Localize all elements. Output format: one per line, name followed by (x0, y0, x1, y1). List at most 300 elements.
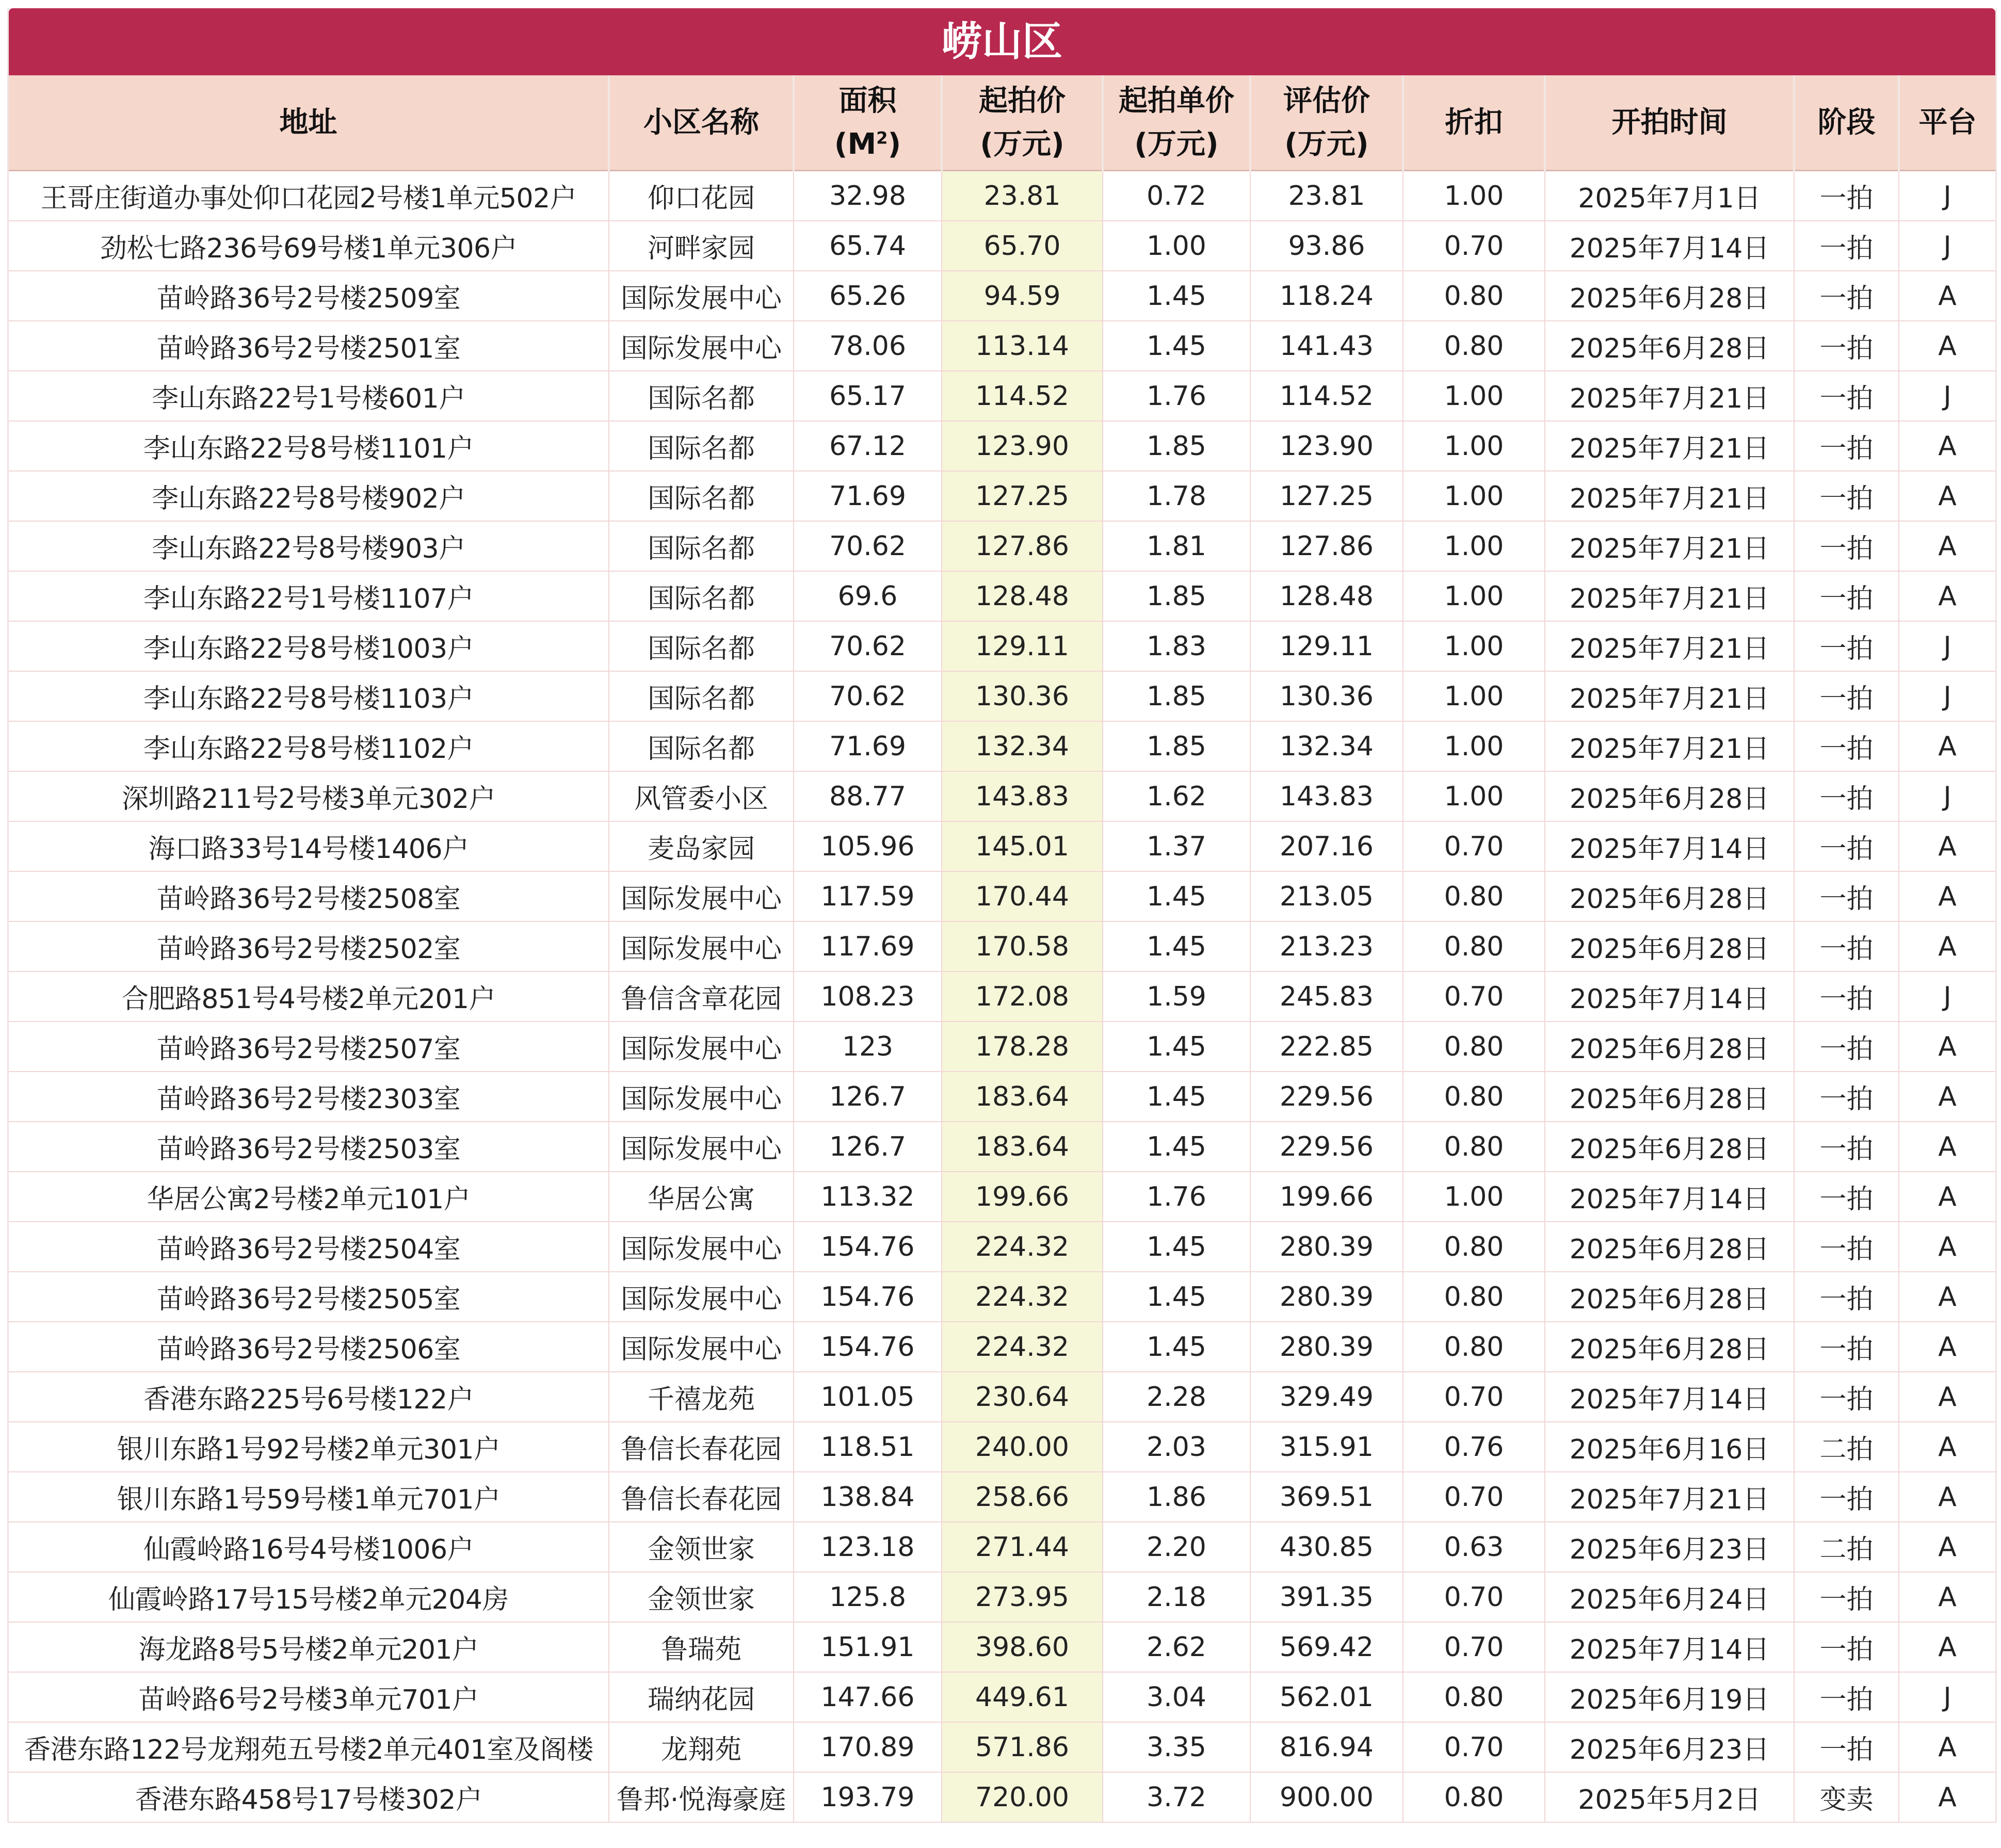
auction-time-cell: 2025年7月21日 (1545, 721, 1794, 771)
discount-cell: 1.00 (1403, 771, 1545, 821)
col-header-stage: 阶段 (1794, 75, 1899, 171)
address-cell: 苗岭路36号2号楼2501室 (9, 321, 609, 371)
address-cell: 仙霞岭路16号4号楼1006户 (9, 1522, 609, 1572)
start-price-cell: 224.32 (942, 1222, 1103, 1272)
stage-cell: 一拍 (1794, 821, 1899, 871)
community-cell: 麦岛家园 (609, 821, 794, 871)
community-cell: 国际发展中心 (609, 321, 794, 371)
discount-cell: 0.76 (1403, 1422, 1545, 1472)
start-price-cell: 571.86 (942, 1722, 1103, 1772)
community-cell: 龙翔苑 (609, 1722, 794, 1772)
community-cell: 仰口花园 (609, 171, 794, 221)
area-cell: 108.23 (794, 971, 942, 1022)
stage-cell: 一拍 (1794, 621, 1899, 671)
area-cell: 123.18 (794, 1522, 942, 1572)
start-price-cell: 143.83 (942, 771, 1103, 821)
stage-cell: 一拍 (1794, 871, 1899, 921)
area-cell: 71.69 (794, 471, 942, 521)
address-cell: 李山东路22号8号楼1103户 (9, 671, 609, 721)
area-cell: 78.06 (794, 321, 942, 371)
discount-cell: 0.70 (1403, 1372, 1545, 1422)
unit-price-cell: 0.72 (1103, 171, 1250, 221)
auction-time-cell: 2025年7月14日 (1545, 1372, 1794, 1422)
discount-cell: 0.70 (1403, 971, 1545, 1022)
discount-cell: 0.80 (1403, 1772, 1545, 1822)
platform-cell: A (1899, 1472, 1995, 1522)
auction-time-cell: 2025年6月16日 (1545, 1422, 1794, 1472)
stage-cell: 一拍 (1794, 921, 1899, 971)
stage-cell: 一拍 (1794, 1372, 1899, 1422)
discount-cell: 1.00 (1403, 1172, 1545, 1222)
stage-cell: 一拍 (1794, 321, 1899, 371)
platform-cell: A (1899, 1572, 1995, 1622)
area-cell: 125.8 (794, 1572, 942, 1622)
address-cell: 苗岭路36号2号楼2509室 (9, 271, 609, 321)
discount-cell: 0.70 (1403, 1722, 1545, 1772)
address-cell: 银川东路1号59号楼1单元701户 (9, 1472, 609, 1522)
table-row (9, 1522, 1995, 1572)
auction-time-cell: 2025年7月14日 (1545, 221, 1794, 271)
stage-cell: 二拍 (1794, 1422, 1899, 1472)
community-cell: 千禧龙苑 (609, 1372, 794, 1422)
auction-time-cell: 2025年6月28日 (1545, 271, 1794, 321)
start-price-cell: 128.48 (942, 571, 1103, 621)
stage-cell: 一拍 (1794, 171, 1899, 221)
start-price-cell: 130.36 (942, 671, 1103, 721)
start-price-cell: 230.64 (942, 1372, 1103, 1422)
eval-price-cell: 132.34 (1250, 721, 1403, 771)
table-row (9, 1422, 1995, 1472)
eval-price-cell: 369.51 (1250, 1472, 1403, 1522)
start-price-cell: 113.14 (942, 321, 1103, 371)
table-row (9, 1622, 1995, 1672)
area-cell: 117.59 (794, 871, 942, 921)
address-cell: 海龙路8号5号楼2单元201户 (9, 1622, 609, 1672)
area-cell: 126.7 (794, 1072, 942, 1122)
community-cell: 国际发展中心 (609, 1222, 794, 1272)
community-cell: 鲁信长春花园 (609, 1472, 794, 1522)
eval-price-cell: 569.42 (1250, 1622, 1403, 1672)
start-price-cell: 23.81 (942, 171, 1103, 221)
eval-price-cell: 280.39 (1250, 1222, 1403, 1272)
stage-cell: 一拍 (1794, 471, 1899, 521)
auction-time-cell: 2025年6月28日 (1545, 1272, 1794, 1322)
stage-cell: 一拍 (1794, 271, 1899, 321)
community-cell: 国际发展中心 (609, 1272, 794, 1322)
eval-price-cell: 229.56 (1250, 1072, 1403, 1122)
table-row (9, 1772, 1995, 1822)
community-cell: 国际发展中心 (609, 921, 794, 971)
platform-cell: A (1899, 1322, 1995, 1372)
auction-time-cell: 2025年7月14日 (1545, 971, 1794, 1022)
stage-cell: 一拍 (1794, 1572, 1899, 1622)
unit-price-cell: 3.72 (1103, 1772, 1250, 1822)
start-price-cell: 240.00 (942, 1422, 1103, 1472)
area-cell: 88.77 (794, 771, 942, 821)
address-cell: 仙霞岭路17号15号楼2单元204房 (9, 1572, 609, 1622)
platform-cell: A (1899, 471, 1995, 521)
platform-cell: A (1899, 1172, 1995, 1222)
address-cell: 银川东路1号92号楼2单元301户 (9, 1422, 609, 1472)
area-cell: 65.17 (794, 371, 942, 421)
start-price-cell: 398.60 (942, 1622, 1103, 1672)
table-row (9, 821, 1995, 871)
eval-price-cell: 315.91 (1250, 1422, 1403, 1472)
auction-time-cell: 2025年5月2日 (1545, 1772, 1794, 1822)
unit-price-cell: 1.37 (1103, 821, 1250, 871)
start-price-cell: 258.66 (942, 1472, 1103, 1522)
auction-time-cell: 2025年7月21日 (1545, 471, 1794, 521)
platform-cell: A (1899, 1272, 1995, 1322)
unit-price-cell: 1.76 (1103, 371, 1250, 421)
discount-cell: 0.80 (1403, 271, 1545, 321)
community-cell: 国际发展中心 (609, 1072, 794, 1122)
table-row (9, 371, 1995, 421)
table-row (9, 1472, 1995, 1522)
start-price-cell: 170.58 (942, 921, 1103, 971)
district-title: 崂山区 (9, 8, 1995, 75)
platform-cell: A (1899, 1422, 1995, 1472)
stage-cell: 一拍 (1794, 771, 1899, 821)
stage-cell: 一拍 (1794, 1322, 1899, 1372)
header-row (9, 75, 1995, 171)
table-row (9, 321, 1995, 371)
platform-cell: J (1899, 1672, 1995, 1722)
unit-price-cell: 1.45 (1103, 271, 1250, 321)
address-cell: 王哥庄街道办事处仰口花园2号楼1单元502户 (9, 171, 609, 221)
auction-time-cell: 2025年6月28日 (1545, 321, 1794, 371)
discount-cell: 1.00 (1403, 171, 1545, 221)
eval-price-cell: 207.16 (1250, 821, 1403, 871)
auction-time-cell: 2025年7月14日 (1545, 821, 1794, 871)
unit-price-cell: 1.83 (1103, 621, 1250, 671)
area-cell: 170.89 (794, 1722, 942, 1772)
platform-cell: J (1899, 671, 1995, 721)
auction-time-cell: 2025年7月21日 (1545, 671, 1794, 721)
eval-price-cell: 280.39 (1250, 1272, 1403, 1322)
platform-cell: A (1899, 871, 1995, 921)
auction-time-cell: 2025年6月19日 (1545, 1672, 1794, 1722)
address-cell: 海口路33号14号楼1406户 (9, 821, 609, 871)
platform-cell: J (1899, 221, 1995, 271)
unit-price-cell: 1.62 (1103, 771, 1250, 821)
table-body (9, 171, 1995, 1823)
community-cell: 国际名都 (609, 671, 794, 721)
community-cell: 金领世家 (609, 1522, 794, 1572)
unit-price-cell: 1.45 (1103, 871, 1250, 921)
stage-cell: 变卖 (1794, 1772, 1899, 1822)
auction-time-cell: 2025年6月23日 (1545, 1522, 1794, 1572)
platform-cell: A (1899, 921, 1995, 971)
table-row (9, 1122, 1995, 1172)
unit-price-cell: 1.85 (1103, 721, 1250, 771)
col-header-eval-price: 评估价 (万元) (1250, 75, 1403, 171)
platform-cell: A (1899, 1222, 1995, 1272)
community-cell: 国际名都 (609, 721, 794, 771)
address-cell: 华居公寓2号楼2单元101户 (9, 1172, 609, 1222)
start-price-cell: 127.25 (942, 471, 1103, 521)
area-cell: 154.76 (794, 1272, 942, 1322)
community-cell: 鲁瑞苑 (609, 1622, 794, 1672)
stage-cell: 一拍 (1794, 1472, 1899, 1522)
col-header-time: 开拍时间 (1545, 75, 1794, 171)
platform-cell: A (1899, 571, 1995, 621)
auction-time-cell: 2025年7月14日 (1545, 1622, 1794, 1672)
unit-price-cell: 1.45 (1103, 1272, 1250, 1322)
start-price-cell: 224.32 (942, 1272, 1103, 1322)
eval-price-cell: 123.90 (1250, 421, 1403, 471)
area-cell: 123 (794, 1022, 942, 1072)
discount-cell: 1.00 (1403, 671, 1545, 721)
unit-price-cell: 1.45 (1103, 921, 1250, 971)
address-cell: 苗岭路36号2号楼2506室 (9, 1322, 609, 1372)
table-row (9, 621, 1995, 671)
discount-cell: 1.00 (1403, 521, 1545, 571)
table-row (9, 221, 1995, 271)
eval-price-cell: 141.43 (1250, 321, 1403, 371)
unit-price-cell: 1.85 (1103, 421, 1250, 471)
discount-cell: 0.80 (1403, 871, 1545, 921)
community-cell: 鲁信含章花园 (609, 971, 794, 1022)
address-cell: 李山东路22号8号楼902户 (9, 471, 609, 521)
unit-price-cell: 1.59 (1103, 971, 1250, 1022)
eval-price-cell: 229.56 (1250, 1122, 1403, 1172)
unit-price-cell: 2.18 (1103, 1572, 1250, 1622)
discount-cell: 0.70 (1403, 1472, 1545, 1522)
auction-time-cell: 2025年6月28日 (1545, 1222, 1794, 1272)
address-cell: 深圳路211号2号楼3单元302户 (9, 771, 609, 821)
stage-cell: 一拍 (1794, 1172, 1899, 1222)
platform-cell: A (1899, 1072, 1995, 1122)
platform-cell: J (1899, 771, 1995, 821)
eval-price-cell: 391.35 (1250, 1572, 1403, 1622)
area-cell: 193.79 (794, 1772, 942, 1822)
discount-cell: 0.80 (1403, 921, 1545, 971)
eval-price-cell: 118.24 (1250, 271, 1403, 321)
discount-cell: 1.00 (1403, 371, 1545, 421)
platform-cell: A (1899, 1522, 1995, 1572)
community-cell: 国际名都 (609, 371, 794, 421)
platform-cell: A (1899, 721, 1995, 771)
address-cell: 劲松七路236号69号楼1单元306户 (9, 221, 609, 271)
address-cell: 苗岭路36号2号楼2503室 (9, 1122, 609, 1172)
community-cell: 国际发展中心 (609, 271, 794, 321)
area-cell: 70.62 (794, 621, 942, 671)
platform-cell: A (1899, 821, 1995, 871)
platform-cell: A (1899, 1122, 1995, 1172)
stage-cell: 一拍 (1794, 1622, 1899, 1672)
table-row (9, 271, 1995, 321)
community-cell: 国际名都 (609, 521, 794, 571)
table-row (9, 721, 1995, 771)
table-row (9, 1572, 1995, 1622)
discount-cell: 1.00 (1403, 421, 1545, 471)
area-cell: 151.91 (794, 1622, 942, 1672)
area-cell: 101.05 (794, 1372, 942, 1422)
stage-cell: 一拍 (1794, 1072, 1899, 1122)
area-cell: 118.51 (794, 1422, 942, 1472)
stage-cell: 二拍 (1794, 1522, 1899, 1572)
unit-price-cell: 1.45 (1103, 1222, 1250, 1272)
area-cell: 147.66 (794, 1672, 942, 1722)
eval-price-cell: 143.83 (1250, 771, 1403, 821)
table-row (9, 1022, 1995, 1072)
start-price-cell: 132.34 (942, 721, 1103, 771)
area-cell: 70.62 (794, 521, 942, 571)
stage-cell: 一拍 (1794, 721, 1899, 771)
platform-cell: A (1899, 1622, 1995, 1672)
community-cell: 华居公寓 (609, 1172, 794, 1222)
auction-time-cell: 2025年6月24日 (1545, 1572, 1794, 1622)
unit-price-cell: 1.45 (1103, 1122, 1250, 1172)
area-cell: 138.84 (794, 1472, 942, 1522)
auction-time-cell: 2025年7月21日 (1545, 1472, 1794, 1522)
eval-price-cell: 900.00 (1250, 1772, 1403, 1822)
address-cell: 李山东路22号8号楼903户 (9, 521, 609, 571)
area-cell: 154.76 (794, 1322, 942, 1372)
discount-cell: 0.80 (1403, 1672, 1545, 1722)
address-cell: 香港东路458号17号楼302户 (9, 1772, 609, 1822)
platform-cell: A (1899, 321, 1995, 371)
stage-cell: 一拍 (1794, 1722, 1899, 1772)
area-cell: 67.12 (794, 421, 942, 471)
address-cell: 苗岭路36号2号楼2505室 (9, 1272, 609, 1322)
start-price-cell: 127.86 (942, 521, 1103, 571)
area-cell: 154.76 (794, 1222, 942, 1272)
eval-price-cell: 329.49 (1250, 1372, 1403, 1422)
address-cell: 香港东路122号龙翔苑五号楼2单元401室及阁楼 (9, 1722, 609, 1772)
col-header-discount: 折扣 (1403, 75, 1545, 171)
community-cell: 金领世家 (609, 1572, 794, 1622)
eval-price-cell: 280.39 (1250, 1322, 1403, 1372)
eval-price-cell: 127.25 (1250, 471, 1403, 521)
unit-price-cell: 1.85 (1103, 571, 1250, 621)
platform-cell: A (1899, 1722, 1995, 1772)
auction-time-cell: 2025年6月28日 (1545, 1322, 1794, 1372)
col-header-unit-price: 起拍单价 (万元) (1103, 75, 1250, 171)
address-cell: 香港东路225号6号楼122户 (9, 1372, 609, 1422)
unit-price-cell: 2.03 (1103, 1422, 1250, 1472)
table-row (9, 171, 1995, 221)
auction-time-cell: 2025年6月28日 (1545, 771, 1794, 821)
auction-time-cell: 2025年7月21日 (1545, 421, 1794, 471)
eval-price-cell: 213.05 (1250, 871, 1403, 921)
table-row (9, 1222, 1995, 1272)
table-row (9, 921, 1995, 971)
auction-time-cell: 2025年6月28日 (1545, 1122, 1794, 1172)
start-price-cell: 224.32 (942, 1322, 1103, 1372)
unit-price-cell: 1.81 (1103, 521, 1250, 571)
area-cell: 32.98 (794, 171, 942, 221)
table-row (9, 1722, 1995, 1772)
unit-price-cell: 3.04 (1103, 1672, 1250, 1722)
auction-sheet (7, 8, 1997, 1823)
community-cell: 国际名都 (609, 421, 794, 471)
unit-price-cell: 1.86 (1103, 1472, 1250, 1522)
area-cell: 65.26 (794, 271, 942, 321)
eval-price-cell: 199.66 (1250, 1172, 1403, 1222)
discount-cell: 0.80 (1403, 1022, 1545, 1072)
area-cell: 71.69 (794, 721, 942, 771)
auction-time-cell: 2025年6月23日 (1545, 1722, 1794, 1772)
auction-time-cell: 2025年7月21日 (1545, 571, 1794, 621)
unit-price-cell: 1.45 (1103, 321, 1250, 371)
start-price-cell: 123.90 (942, 421, 1103, 471)
auction-time-cell: 2025年7月21日 (1545, 371, 1794, 421)
area-cell: 70.62 (794, 671, 942, 721)
discount-cell: 0.80 (1403, 1322, 1545, 1372)
start-price-cell: 183.64 (942, 1122, 1103, 1172)
platform-cell: A (1899, 521, 1995, 571)
table-row (9, 1072, 1995, 1122)
area-cell: 69.6 (794, 571, 942, 621)
auction-time-cell: 2025年7月21日 (1545, 521, 1794, 571)
discount-cell: 1.00 (1403, 621, 1545, 671)
unit-price-cell: 2.20 (1103, 1522, 1250, 1572)
community-cell: 国际发展中心 (609, 1122, 794, 1172)
platform-cell: J (1899, 621, 1995, 671)
start-price-cell: 178.28 (942, 1022, 1103, 1072)
eval-price-cell: 114.52 (1250, 371, 1403, 421)
start-price-cell: 449.61 (942, 1672, 1103, 1722)
table-row (9, 1672, 1995, 1722)
eval-price-cell: 129.11 (1250, 621, 1403, 671)
col-header-start-price: 起拍价 (万元) (942, 75, 1103, 171)
eval-price-cell: 245.83 (1250, 971, 1403, 1022)
stage-cell: 一拍 (1794, 671, 1899, 721)
address-cell: 李山东路22号8号楼1102户 (9, 721, 609, 771)
stage-cell: 一拍 (1794, 1222, 1899, 1272)
col-header-platform: 平台 (1899, 75, 1995, 171)
discount-cell: 0.70 (1403, 221, 1545, 271)
auction-time-cell: 2025年6月28日 (1545, 1022, 1794, 1072)
platform-cell: A (1899, 271, 1995, 321)
eval-price-cell: 127.86 (1250, 521, 1403, 571)
address-cell: 苗岭路36号2号楼2508室 (9, 871, 609, 921)
community-cell: 国际发展中心 (609, 1322, 794, 1372)
community-cell: 国际名都 (609, 571, 794, 621)
community-cell: 瑞纳花园 (609, 1672, 794, 1722)
table-row (9, 421, 1995, 471)
area-cell: 113.32 (794, 1172, 942, 1222)
unit-price-cell: 3.35 (1103, 1722, 1250, 1772)
stage-cell: 一拍 (1794, 421, 1899, 471)
platform-cell: J (1899, 371, 1995, 421)
community-cell: 河畔家园 (609, 221, 794, 271)
start-price-cell: 114.52 (942, 371, 1103, 421)
community-cell: 鲁信长春花园 (609, 1422, 794, 1472)
table-row (9, 1372, 1995, 1422)
auction-table (9, 75, 1995, 1823)
discount-cell: 0.80 (1403, 1222, 1545, 1272)
eval-price-cell: 128.48 (1250, 571, 1403, 621)
col-header-community: 小区名称 (609, 75, 794, 171)
table-row (9, 1272, 1995, 1322)
community-cell: 鲁邦·悦海豪庭 (609, 1772, 794, 1822)
area-cell: 65.74 (794, 221, 942, 271)
discount-cell: 0.80 (1403, 1072, 1545, 1122)
community-cell: 风管委小区 (609, 771, 794, 821)
discount-cell: 1.00 (1403, 571, 1545, 621)
stage-cell: 一拍 (1794, 1672, 1899, 1722)
discount-cell: 0.70 (1403, 1572, 1545, 1622)
eval-price-cell: 93.86 (1250, 221, 1403, 271)
address-cell: 合肥路851号4号楼2单元201户 (9, 971, 609, 1022)
stage-cell: 一拍 (1794, 371, 1899, 421)
unit-price-cell: 1.45 (1103, 1072, 1250, 1122)
start-price-cell: 94.59 (942, 271, 1103, 321)
unit-price-cell: 1.85 (1103, 671, 1250, 721)
